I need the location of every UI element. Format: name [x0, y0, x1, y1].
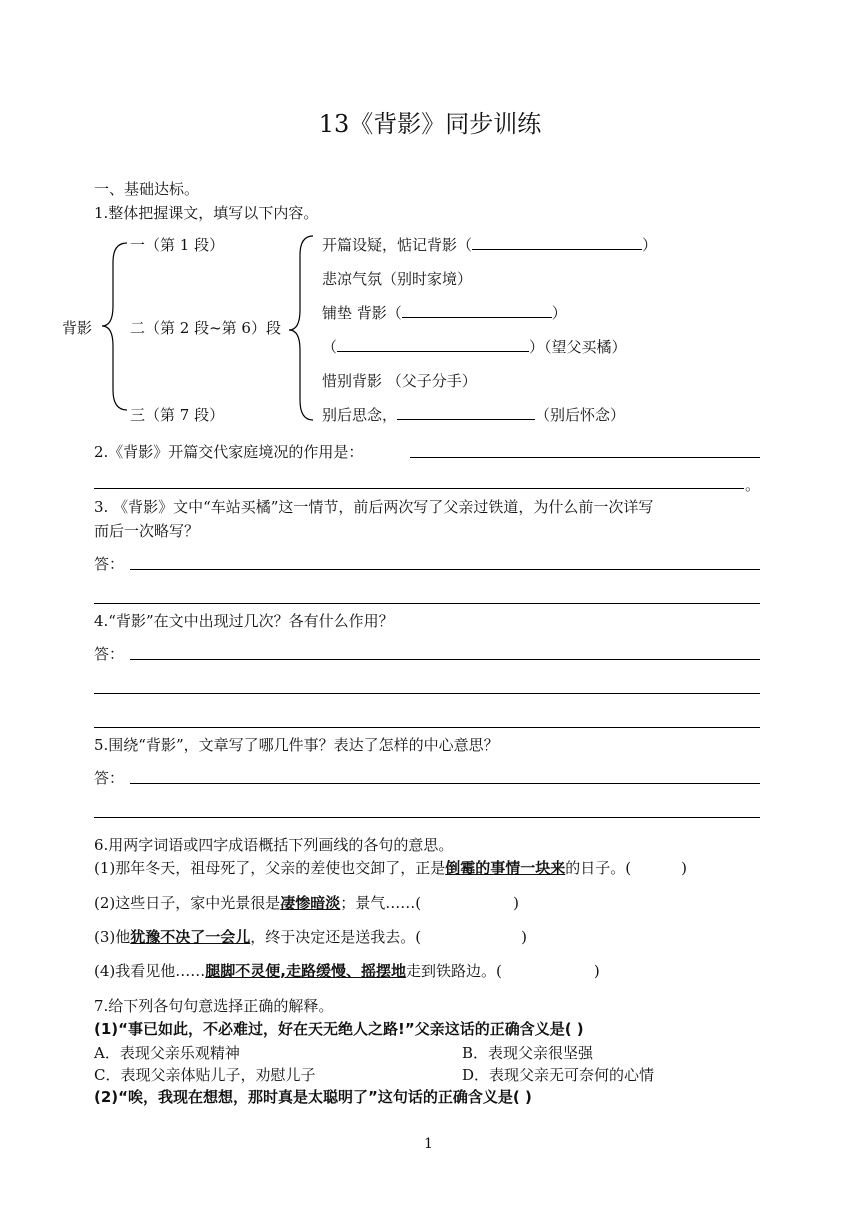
question-1: 1.整体把握课文，填写以下内容。 [94, 204, 319, 222]
question-5: 5.围绕“背影”，文章写了哪几件事？表达了怎样的中心意思？ [94, 736, 499, 754]
answer-line[interactable] [94, 603, 760, 604]
outline-item-6: 别后思念， （别后怀念） [322, 406, 626, 424]
question-7-sub-1: (1)“事已如此，不必难过，好在天无绝人之路!”父亲这话的正确含义是( ) [94, 1020, 584, 1038]
sentence-1: (1)那年冬天，祖母死了，父亲的差使也交卸了，正是倒霉的事情一块来的日子。( ) [94, 859, 687, 877]
outline-item-2: 悲凉气氛（别时家境） [322, 270, 473, 288]
answer-line[interactable] [94, 693, 760, 694]
underlined-phrase: 凄惨暗淡 [280, 894, 341, 912]
answer-label: 答： [94, 769, 125, 787]
period-mark: 。 [745, 476, 761, 494]
answer-line[interactable] [94, 488, 744, 489]
underlined-phrase: 腿脚不灵便,走路缓慢、摇摆地 [205, 962, 406, 980]
option-c[interactable]: C．表现父亲体贴儿子，劝慰儿子 [94, 1066, 316, 1084]
question-6: 6.用两字词语或四字成语概括下列画线的各句的意思。 [94, 836, 454, 854]
outline-item-4: （ ）（望父买橘） [322, 338, 627, 356]
answer-line[interactable] [130, 659, 760, 660]
blank-4[interactable] [397, 405, 535, 420]
question-4: 4.“背影”在文中出现过几次？各有什么作用？ [94, 612, 394, 630]
answer-line[interactable] [94, 817, 760, 818]
outline-part-1: 一（第 1 段） [130, 236, 225, 254]
blank-2[interactable] [402, 303, 552, 318]
option-b[interactable]: B．表现父亲很坚强 [462, 1044, 594, 1062]
outline-part-2: 二（第 2 段~第 6）段 [130, 319, 281, 337]
option-a[interactable]: A．表现父亲乐观精神 [94, 1044, 240, 1062]
outline-item-1: 开篇设疑，惦记背影（ ） [322, 236, 658, 254]
answer-line[interactable] [130, 569, 760, 570]
answer-line[interactable] [130, 783, 760, 784]
answer-label: 答： [94, 555, 125, 573]
blank-1[interactable] [472, 235, 642, 250]
page-number: 1 [424, 1136, 433, 1152]
outline-item-5: 惜别背影 （父子分手） [322, 372, 477, 390]
option-d[interactable]: D．表现父亲无可奈何的心情 [462, 1066, 655, 1084]
underlined-phrase: 倒霉的事情一块来 [445, 859, 566, 877]
section-heading: 一、基础达标。 [94, 180, 200, 198]
outline-part-3: 三（第 7 段） [130, 406, 225, 424]
answer-label: 答： [94, 645, 125, 663]
answer-line[interactable] [410, 457, 760, 458]
question-7-sub-2: (2)“唉，我现在想想，那时真是太聪明了”这句话的正确含义是( ) [94, 1088, 532, 1106]
sentence-3: (3)他犹豫不决了一会儿，终于决定还是送我去。( ) [94, 928, 527, 946]
underlined-phrase: 犹豫不决了一会儿 [130, 928, 251, 946]
answer-line[interactable] [94, 727, 760, 728]
sentence-2: (2)这些日子，家中光景很是凄惨暗淡；景气……( ) [94, 894, 519, 912]
outline-item-3: 铺垫 背影（ ） [322, 304, 567, 322]
question-3-line-1: 3. 《背影》文中“车站买橘”这一情节，前后两次写了父亲过铁道，为什么前一次详写 [94, 498, 654, 516]
question-3-line-2: 而后一次略写？ [94, 522, 200, 540]
question-7: 7.给下列各句句意选择正确的解释。 [94, 997, 334, 1015]
page-title: 13《背影》同步训练 [318, 110, 542, 138]
sentence-4: (4)我看见他……腿脚不灵便,走路缓慢、摇摆地走到铁路边。( ) [94, 962, 600, 980]
blank-3[interactable] [337, 337, 529, 352]
question-2: 2.《背影》开篇交代家庭境况的作用是： [94, 443, 364, 461]
outline-root: 背影 [62, 319, 93, 337]
